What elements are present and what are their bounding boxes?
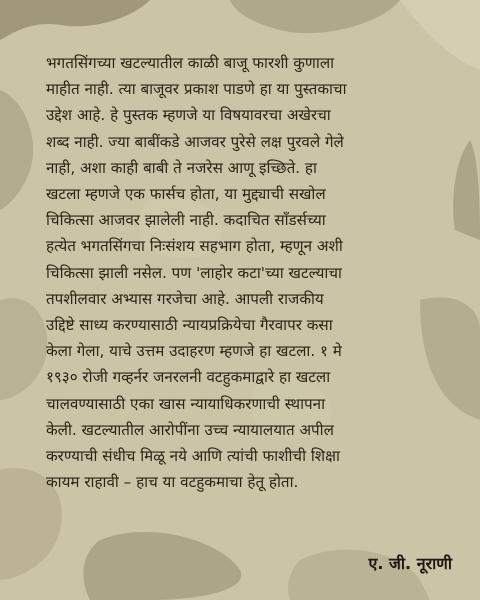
passage-line: केली. खटल्यातील आरोपींना उच्च न्यायालयात अपील	[46, 420, 334, 439]
passage-line: तपशीलवार अभ्यास गरजेचा आहे. आपली राजकीय	[46, 289, 324, 308]
passage-line: खटला म्हणजे एक फार्सच होता, या मुद्द्याची सखोल	[46, 185, 326, 204]
passage-line: भगतसिंगच्या खटल्यातील काळी बाजू फारशी कुणाला	[46, 54, 335, 72]
passage-line: कायम राहावी – हाच या वटहुकमाचा हेतू होता.	[46, 473, 299, 492]
passage-line: उद्देश आहे. हे पुस्तक म्हणजे या विषयावरचा अखेरचा	[46, 106, 331, 125]
passage-line: उद्दिष्टे साध्य करण्यासाठी न्यायप्रक्रियेचा गैरवापर कसा	[46, 316, 333, 335]
passage-line: चालवण्यासाठी एका खास न्यायाधिकरणाची स्थापना	[46, 394, 326, 413]
passage-line: हत्येत भगतसिंगचा निःसंशय सहभाग होता, म्हणून अशी	[46, 237, 343, 256]
passage-line: चिकित्सा आजवर झालेली नाही. कदाचित सॉंडर्सच्या	[46, 211, 326, 230]
passage-line: १९३० रोजी गव्हर्नर जनरलनी वटहुकमाद्वारे हा खटला	[46, 368, 331, 387]
passage-line: नाही, अशा काही बाबी ते नजरेस आणू इच्छिते. हा	[46, 158, 317, 177]
passage-line: केला गेला, याचे उत्तम उदाहरण म्हणजे हा खटला. १ मे	[46, 342, 342, 361]
passage-line: माहीत नाही. त्या बाजूवर प्रकाश पाडणे हा या पुस्तकाचा	[46, 80, 347, 99]
passage-line: चिकित्सा झाली नसेल. पण 'लाहोर कटा'च्या खटल्याचा	[46, 263, 342, 282]
passage	[46, 50, 456, 495]
author-name: ए. जी. नूराणी	[368, 554, 452, 573]
passage-line: करण्याची संधीच मिळू नये आणि त्यांची फाशीची शिक्षा	[46, 447, 340, 466]
passage-line: शब्द नाही. ज्या बाबींकडे आजवर पुरेसे लक्ष पुरवले गेले	[46, 132, 344, 151]
